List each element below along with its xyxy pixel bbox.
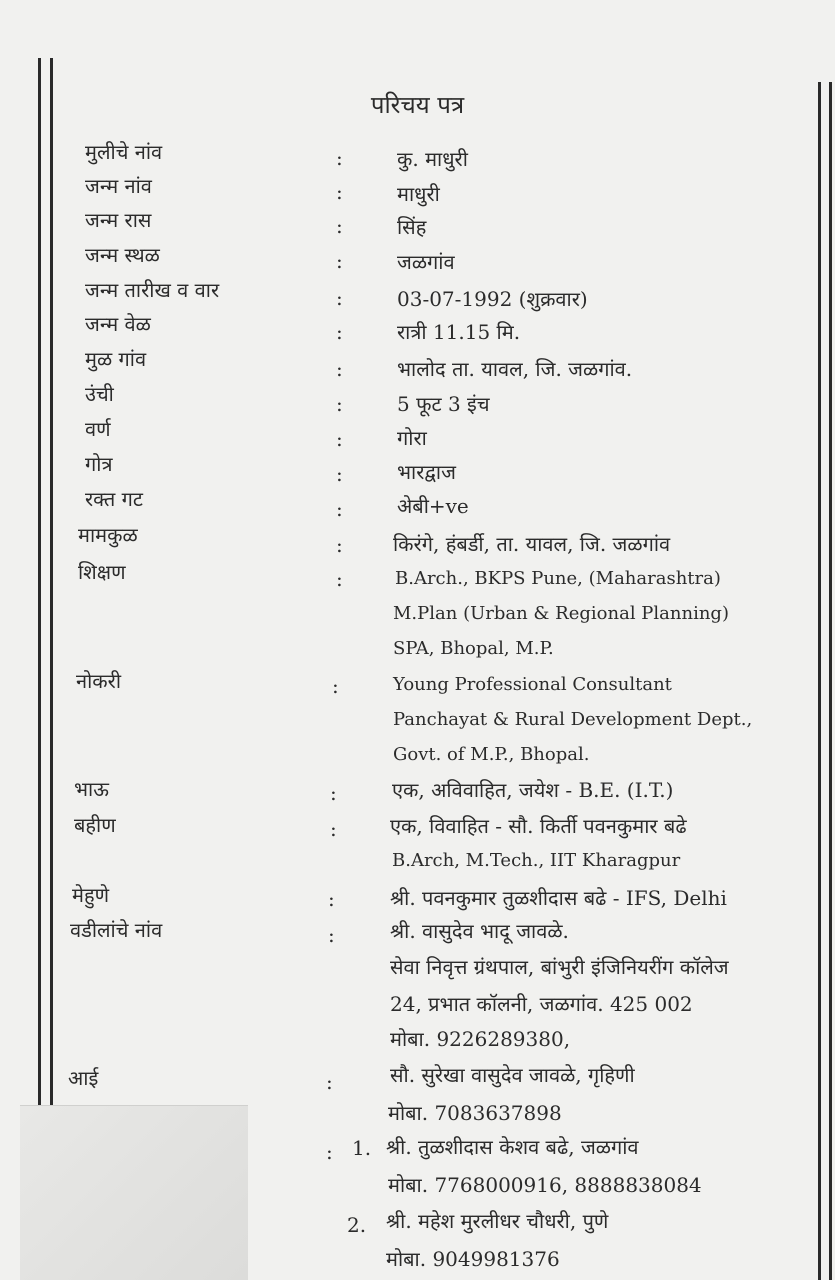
colon: :	[332, 674, 339, 698]
value-gotra: भारद्वाज	[397, 460, 456, 484]
value-education-line1: B.Arch., BKPS Pune, (Maharashtra)	[395, 568, 721, 589]
value-blood-group: अेबी+ve	[397, 494, 469, 518]
colon: :	[328, 887, 335, 911]
value-birth-name: माधुरी	[397, 182, 440, 206]
label-rashi: जन्म रास	[85, 208, 152, 232]
colon: :	[336, 180, 343, 204]
value-birth-time: रात्री 11.15 मि.	[397, 320, 521, 344]
right-border-line-inner	[829, 82, 832, 1280]
colon: :	[336, 357, 343, 381]
label-blood-group: रक्त गट	[85, 487, 143, 511]
left-border-line-inner	[50, 58, 53, 1280]
colon: :	[336, 249, 343, 273]
label-mother: आई	[68, 1066, 99, 1090]
value-mother-line1: सौ. सुरेखा वासुदेव जावळे, गृहिणी	[390, 1063, 635, 1087]
value-birth-place: जळगांव	[397, 250, 455, 274]
value-job-line3: Govt. of M.P., Bhopal.	[393, 744, 590, 765]
page-title: परिचय पत्र	[370, 91, 465, 119]
label-birth-time: जन्म वेळ	[85, 312, 151, 336]
value-complexion: गोरा	[397, 426, 427, 450]
label-job: नोकरी	[76, 669, 121, 693]
contact-number: 2.	[347, 1213, 367, 1237]
value-brother: एक, अविवाहित, जयेश - B.E. (I.T.)	[392, 778, 674, 802]
colon: :	[326, 1140, 333, 1164]
label-father: वडीलांचे नांव	[70, 918, 163, 942]
contact-name: श्री. महेश मुरलीधर चौधरी, पुणे	[386, 1209, 609, 1233]
value-native: भालोद ता. यावल, जि. जळगांव.	[397, 357, 633, 381]
colon: :	[336, 533, 343, 557]
left-border-line	[38, 58, 41, 1280]
value-brother-in-law: श्री. पवनकुमार तुळशीदास बढे - IFS, Delhi	[390, 886, 727, 910]
label-birth-date: जन्म तारीख व वार	[85, 278, 220, 302]
colon: :	[326, 1070, 333, 1094]
value-rashi: सिंह	[397, 215, 427, 239]
value-father-line2: सेवा निवृत्त ग्रंथपाल, बांभुरी इंजिनियरींग कॉलेज	[390, 955, 729, 979]
label-education: शिक्षण	[78, 560, 126, 584]
label-birth-place: जन्म स्थळ	[85, 243, 160, 267]
value-mamkul: किरंगे, हंबर्डी, ता. यावल, जि. जळगांव	[393, 532, 671, 556]
colon: :	[336, 286, 343, 310]
contact-mobile: मोबा. 7768000916, 8888838084	[388, 1173, 702, 1197]
value-father-line1: श्री. वासुदेव भादू जावळे.	[390, 919, 569, 943]
label-brother-in-law: मेहुणे	[72, 883, 110, 907]
value-sister-line1: एक, विवाहित - सौ. किर्ती पवनकुमार बढे	[390, 814, 687, 838]
colon: :	[336, 392, 343, 416]
value-education-line3: SPA, Bhopal, M.P.	[393, 638, 554, 659]
contact-name: श्री. तुळशीदास केशव बढे, जळगांव	[386, 1135, 639, 1159]
value-education-line2: M.Plan (Urban & Regional Planning)	[393, 603, 729, 624]
value-height: 5 फूट 3 इंच	[397, 392, 490, 416]
label-gotra: गोत्र	[85, 452, 113, 476]
label-brother: भाऊ	[74, 777, 109, 801]
label-name: मुलीचे नांव	[85, 140, 163, 164]
value-job-line1: Young Professional Consultant	[393, 674, 672, 695]
value-name: कु. माधुरी	[397, 147, 468, 171]
value-father-line4: मोबा. 9226289380,	[390, 1027, 571, 1051]
label-native: मुळ गांव	[85, 347, 147, 371]
label-birth-name: जन्म नांव	[85, 174, 152, 198]
value-job-line2: Panchayat & Rural Development Dept.,	[393, 709, 753, 730]
colon: :	[336, 567, 343, 591]
colon: :	[336, 146, 343, 170]
colon: :	[336, 427, 343, 451]
label-height: उंची	[85, 382, 114, 406]
colon: :	[328, 923, 335, 947]
contact-number: 1.	[352, 1136, 372, 1160]
redacted-area	[20, 1105, 248, 1280]
label-mamkul: मामकुळ	[78, 523, 138, 547]
value-birth-date: 03-07-1992 (शुक्रवार)	[397, 287, 588, 311]
right-border-line	[818, 82, 821, 1280]
value-father-line3: 24, प्रभात कॉलनी, जळगांव. 425 002	[390, 992, 693, 1016]
label-complexion: वर्ण	[85, 417, 111, 441]
colon: :	[336, 320, 343, 344]
colon: :	[330, 817, 337, 841]
label-sister: बहीण	[74, 813, 116, 837]
colon: :	[330, 781, 337, 805]
colon: :	[336, 497, 343, 521]
value-sister-line2: B.Arch, M.Tech., IIT Kharagpur	[392, 850, 681, 871]
colon: :	[336, 462, 343, 486]
contact-mobile: मोबा. 9049981376	[386, 1247, 560, 1271]
value-mother-line2: मोबा. 7083637898	[388, 1101, 562, 1125]
colon: :	[336, 214, 343, 238]
